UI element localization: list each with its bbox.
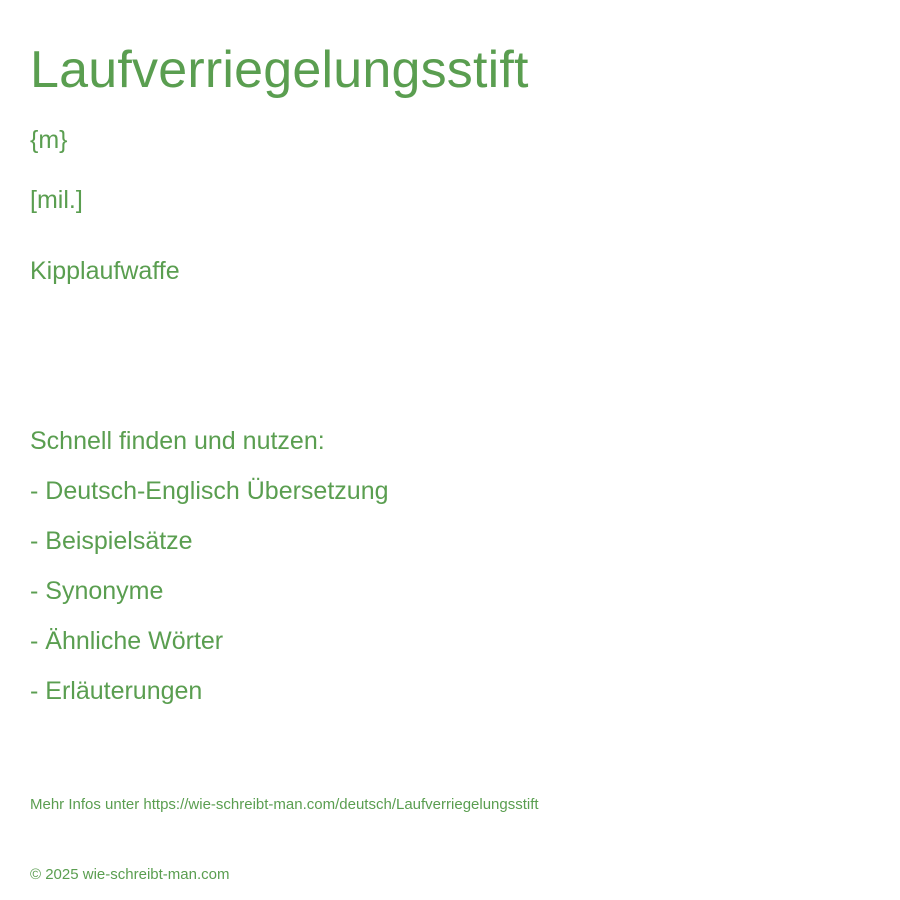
- usage-context: Kipplaufwaffe: [30, 257, 180, 285]
- feature-item-example-sentences: - Beispielsätze: [30, 527, 193, 555]
- feature-item-explanations: - Erläuterungen: [30, 677, 203, 705]
- more-info-line: [30, 797, 539, 812]
- feature-item-synonyms: - Synonyme: [30, 577, 164, 605]
- more-info-link[interactable]: https://wie-schreibt-man.com/deutsch/Laufverriegelungsstift: [143, 796, 539, 813]
- grammatical-gender: {m}: [30, 126, 68, 154]
- copyright-notice: © 2025 wie-schreibt-man.com: [30, 866, 230, 883]
- more-info-prefix: Mehr Infos unter: [30, 796, 144, 813]
- feature-item-translation: - Deutsch-Englisch Übersetzung: [30, 477, 389, 505]
- features-heading: Schnell finden und nutzen:: [30, 427, 325, 455]
- subject-domain-label: [mil.]: [30, 186, 83, 214]
- feature-item-similar-words: - Ähnliche Wörter: [30, 627, 224, 655]
- headword-title: Laufverriegelungsstift: [30, 41, 529, 99]
